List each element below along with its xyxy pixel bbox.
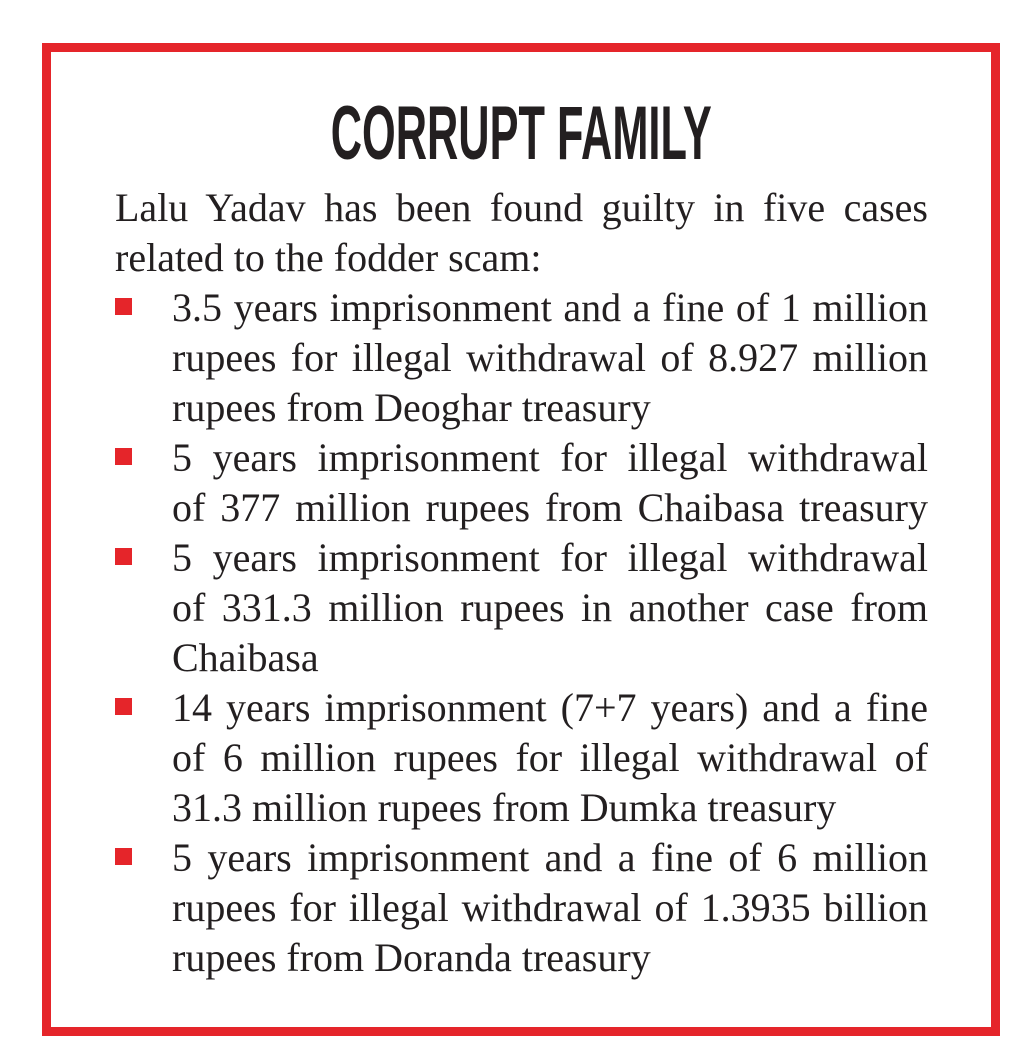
list-item (115, 833, 928, 983)
list-item-line: rupees for illegal withdrawal of 1.3935 billion (172, 885, 928, 930)
intro-paragraph (115, 183, 928, 283)
list-item-line: 5 years imprisonment and a fine of 6 million (172, 835, 928, 880)
list-item-line: Chaibasa (172, 635, 319, 680)
intro-line: Lalu Yadav has been found guilty in five cases (115, 185, 928, 230)
list-item (115, 283, 928, 433)
list-item-line: rupees from Deoghar treasury (172, 385, 651, 430)
page-title-text: CORRUPT FAMILY (330, 91, 713, 176)
bullet-square-icon (115, 848, 132, 865)
list-item-line: of 6 million rupees for illegal withdrawal of (172, 735, 928, 780)
bullet-square-icon (115, 448, 132, 465)
list-item-line: 3.5 years imprisonment and a fine of 1 million (172, 285, 928, 330)
list-item-line: of 331.3 million rupees in another case from (172, 585, 928, 630)
red-border-frame (42, 43, 1000, 1036)
page-title (115, 91, 928, 176)
bullet-square-icon (115, 698, 132, 715)
list-item-line: 5 years imprisonment for illegal withdrawal (172, 435, 928, 480)
list-item-line: 5 years imprisonment for illegal withdrawal (172, 535, 928, 580)
list-item-line: of 377 million rupees from Chaibasa treasury (172, 485, 928, 530)
bullet-square-icon (115, 298, 132, 315)
list-item (115, 433, 928, 533)
list-item-line: rupees from Doranda treasury (172, 935, 651, 980)
list-item (115, 683, 928, 833)
list-item-line: rupees for illegal withdrawal of 8.927 million (172, 335, 928, 380)
list-item (115, 533, 928, 683)
intro-line: related to the fodder scam: (115, 235, 542, 280)
list-item-line: 14 years imprisonment (7+7 years) and a fine (172, 685, 928, 730)
bullet-square-icon (115, 548, 132, 565)
list-item-line: 31.3 million rupees from Dumka treasury (172, 785, 837, 830)
infobox-content (115, 91, 928, 983)
